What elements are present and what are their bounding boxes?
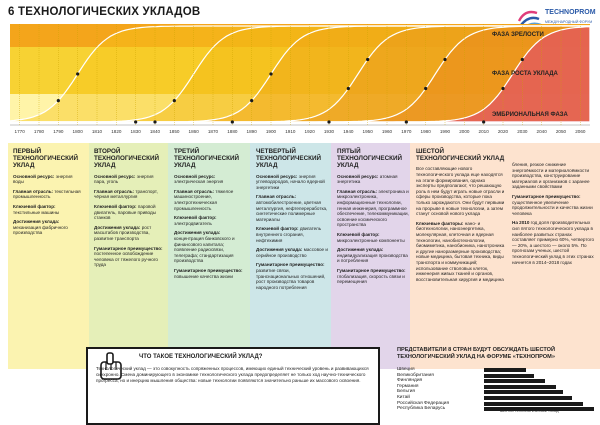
era-2-industry: Главная отрасль: транспорт, чёрная металлургия xyxy=(94,188,158,200)
x-tick-label: 1920 xyxy=(304,129,315,134)
x-tick-label: 1950 xyxy=(362,129,373,134)
x-tick-label: 1800 xyxy=(72,129,83,134)
wave-marker xyxy=(76,72,79,75)
logo-text: TECHNOPROM xyxy=(545,9,596,16)
era-2-factor: Ключевой фактор: паровой двигатель, паровые приводы станков xyxy=(94,203,156,221)
x-tick-label: 1860 xyxy=(188,129,199,134)
x-tick-label: 2060 xyxy=(575,129,586,134)
x-tick-label: 1770 xyxy=(14,129,25,134)
x-tick-label: 1880 xyxy=(227,129,238,134)
bars-legend: ШЕСТОЙ ТЕХНОЛОГИЧЕСКИЙ УКЛАД xyxy=(500,409,559,413)
wave-marker xyxy=(231,120,234,123)
x-tick-label: 2020 xyxy=(497,129,509,134)
wave-marker xyxy=(57,99,60,102)
wave-marker xyxy=(424,87,427,90)
era-6-column-2 xyxy=(512,158,596,265)
era-4-advantage: Гуманитарное преимущество: развитие связи, транснациональных отношений, рост производства товаров народного потребления xyxy=(256,262,326,290)
wave-marker xyxy=(443,58,446,61)
x-tick-label: 2030 xyxy=(517,129,528,134)
x-tick-label: 1850 xyxy=(169,129,180,134)
wave-marker xyxy=(347,87,350,90)
era-2-achievement: Достижения уклада: рост масштабов производства, развитие транспорта xyxy=(94,224,152,241)
x-tick-label: 2040 xyxy=(536,129,547,134)
x-tick-label: 1780 xyxy=(33,129,45,134)
x-tick-label: 1930 xyxy=(323,129,335,134)
wave-marker xyxy=(269,72,272,75)
x-tick-label: 1980 xyxy=(420,129,431,134)
country-label: Финляндия xyxy=(397,378,423,384)
era-2 xyxy=(94,148,164,268)
country-bar xyxy=(484,385,556,389)
era-4-resource: Основной ресурс: энергия углеводородов, начало ядерной энергетики xyxy=(256,173,325,190)
x-tick-label: 1790 xyxy=(53,129,64,134)
era-2-resource: Основной ресурс: энергия пара, уголь xyxy=(94,173,154,185)
country-label: Бельгия xyxy=(397,389,415,395)
era-6-name: ШЕСТОЙ ТЕХНОЛОГИЧЕСКИЙ УКЛАД xyxy=(416,148,505,163)
era-5-advantage: Гуманитарное преимущество: глобализация, скорость связи и перемещения xyxy=(337,267,406,285)
country-label: Германия xyxy=(397,383,419,389)
era-5-resource: Основной ресурс: атомная энергетика xyxy=(337,173,398,185)
logo-subtitle: МЕЖДУНАРОДНЫЙ ФОРУМ xyxy=(545,20,593,24)
wave-marker xyxy=(366,58,369,61)
question-heading: ЧТО ТАКОЕ ТЕХНОЛОГИЧЕСКИЙ УКЛАД? xyxy=(139,354,263,360)
country-label: Китай xyxy=(397,395,410,400)
era-6-factor: Ключевые факторы: нано- и биотехнологии, наноэнергетика, молекулярная, клеточная и ядерная технологии, нанобиотехнологии, биомиметика, нанобионика, нанотроника и другие наноразмерные производства; новые медицина, бытовая техника, виды транспорта и коммуникаций; использование стволовых клеток, инженерия живых тканей и органов, восстановительная хирургия и медицина xyxy=(416,220,505,282)
country-bar xyxy=(484,368,526,372)
country-label: Республика Беларусь xyxy=(397,406,446,412)
era-6-intro: Все составляющие нового технологического уклада еще находятся на этапе формирования, однако эксперты предполагают, что решающую роль в нем будут играть новые отрасли и сферы производства, которые пока только зарождаются. Они будут первыми на прорыве в новые технологии, а затем станут основой нового уклада xyxy=(416,166,505,217)
wave-marker xyxy=(134,120,137,123)
question-text: Технологический уклад — это совокупность сопряженных процессов, имеющих единый технический уровень и развивающихся синхронно. Смена доминирующего в экономике технологического уклада предопределяет не только ход научно-технического прогресса, но и инерцию мышления общества: новые технологии появляются значительно раньше их массового освоения. xyxy=(96,366,369,383)
era-6-col2: бления, резкое снижение энергоёмкости и материалоёмкости производства, конструирование материалов и организмов с заранее заданными свойствами xyxy=(512,162,590,190)
x-tick-label: 2010 xyxy=(478,129,489,134)
era-5-name: ПЯТЫЙ ТЕХНОЛОГИЧЕСКИЙ УКЛАД xyxy=(337,148,403,170)
x-tick-label: 1910 xyxy=(285,129,296,134)
era-5 xyxy=(337,148,409,285)
wave-marker xyxy=(327,120,330,123)
era-4-name: ЧЕТВЕРТЫЙ ТЕХНОЛОГИЧЕСКИЙ УКЛАД xyxy=(256,148,322,170)
x-tick-label: 1890 xyxy=(246,129,257,134)
x-tick-label: 1840 xyxy=(149,129,161,134)
country-label: Великобритания xyxy=(397,372,434,378)
x-tick-label: 1830 xyxy=(130,129,141,134)
era-5-achievement: Достижения уклада: индивидуализация производства и потребления xyxy=(337,247,408,264)
x-tick-label: 1810 xyxy=(91,129,103,134)
wave-marker xyxy=(521,58,524,61)
x-tick-label: 1960 xyxy=(381,129,393,134)
era-5-industry: Главная отрасль: электроника и микроэлектроника, информационные технологии, генная инженерия, программное обеспечение, телекоммуникации, освоение космического пространства xyxy=(337,188,409,228)
era-4-industry: Главная отрасль: автомобилестроение, цветная металлургия, нефтепереработка, синтетические полимерные материалы xyxy=(256,194,328,222)
country-bar xyxy=(484,396,572,400)
wave-marker xyxy=(405,120,408,123)
technological-waves-chart xyxy=(0,22,600,146)
country-bar xyxy=(484,374,534,378)
x-tick-label: 1900 xyxy=(265,129,277,134)
era-3-name: ТРЕТИЙ ТЕХНОЛОГИЧЕСКИЙ УКЛАД xyxy=(174,148,240,170)
era-5-factor: Ключевой фактор: микроэлектронные компоненты xyxy=(337,231,405,243)
x-tick-label: 1990 xyxy=(439,129,451,134)
era-6-advantage: Гуманитарное преимущество: существенное увеличение продолжительности и качества жизни человека xyxy=(512,193,593,216)
era-3-advantage: Гуманитарное преимущество: повышение качества жизни xyxy=(174,267,243,279)
x-tick-label: 1970 xyxy=(401,129,412,134)
era-4 xyxy=(256,148,328,290)
x-tick-label: 1870 xyxy=(207,129,219,134)
x-tick-label: 1820 xyxy=(111,129,122,134)
wave-marker xyxy=(173,99,176,102)
embryonic-phase-label: ЭМБРИОНАЛЬНАЯ ФАЗА xyxy=(492,112,568,118)
era-1-resource: Основной ресурс: энергия воды xyxy=(13,173,73,185)
era-1-achievement: Достижения уклада: механизация фабричного производства xyxy=(13,219,68,236)
era-1-industry: Главная отрасль: текстильная промышленность xyxy=(13,188,81,200)
wave-marker xyxy=(501,87,504,90)
era-2-advantage: Гуманитарное преимущество: постепенное освобождение человека от тяжелого ручного труда xyxy=(94,245,163,268)
growth-phase-label: ФАЗА РОСТА УКЛАДА xyxy=(492,71,558,77)
country-label: Швеция xyxy=(397,367,415,372)
page-title: 6 ТЕХНОЛОГИЧЕСКИХ УКЛАДОВ xyxy=(8,6,201,18)
wave-marker xyxy=(250,99,253,102)
x-tick-label: 2050 xyxy=(555,129,567,134)
era-4-factor: Ключевой фактор: двигатель внутреннего сгорания, нефтехимия xyxy=(256,226,322,243)
era-3-factor: Ключевой фактор: электродвигатель xyxy=(174,215,217,226)
representatives-heading: ПРЕДСТАВИТЕЛИ 8 СТРАН БУДУТ ОБСУЖДАТЬ ШЕСТОЙ ТЕХНОЛОГИЧЕСКИЙ УКЛАД НА ФОРУМЕ «ТЕХНОПРОМ» xyxy=(397,347,556,360)
era-2-name: ВТОРОЙ ТЕХНОЛОГИЧЕСКИЙ УКЛАД xyxy=(94,148,160,170)
country-label: Российская Федерация xyxy=(397,400,450,406)
wave-marker xyxy=(153,120,156,123)
maturity-phase-label: ФАЗА ЗРЕЛОСТИ xyxy=(492,32,544,38)
x-tick-label: 2000 xyxy=(459,129,470,134)
x-tick-label: 1940 xyxy=(343,129,354,134)
country-bar xyxy=(484,390,563,394)
era-3-achievement: Достижения уклада: концентрация банковского и финансового капитала; появление радиосвязи, телеграфа; стандартизация производства xyxy=(174,230,235,264)
era-4-achievement: Достижения уклада: массовое и серийное производство xyxy=(256,247,328,258)
country-bar xyxy=(484,379,545,383)
era-3-industry: Главная отрасль: тяжелое машиностроение, электротехническая промышленность xyxy=(174,188,234,211)
wave-marker xyxy=(482,120,485,123)
era-1-factor: Ключевой фактор: текстильные машины xyxy=(13,203,60,215)
country-bar xyxy=(484,402,583,406)
era-1-name: ПЕРВЫЙ ТЕХНОЛОГИЧЕСКИЙ УКЛАД xyxy=(13,148,79,170)
era-3 xyxy=(174,148,246,279)
era-6-forecast: На 2010 год доля производительных сил пятого технологического уклада в наиболее развитых странах составляет примерно 60%, четвертого — 20%, а шестого — около 5%. По прогнозам ученых, шестой технологический уклад в этих странах начнется в 2014–2018 годах xyxy=(512,220,595,265)
era-1 xyxy=(13,148,83,236)
era-3-resource: Основной ресурс: электрическая энергия xyxy=(174,173,224,185)
era-6 xyxy=(416,148,506,282)
